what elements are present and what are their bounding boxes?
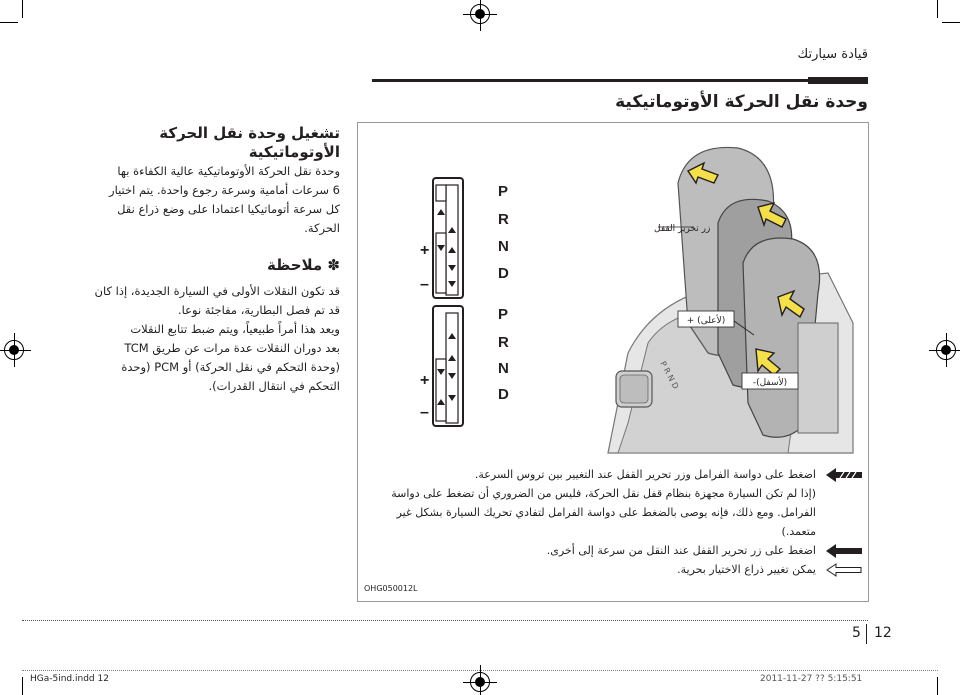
operation-heading: تشغيل وحدة نقل الحركة الأوتوماتيكية bbox=[159, 124, 340, 161]
figure-code: OHG050012L bbox=[364, 584, 418, 593]
file-slug: HGa-5ind.indd 12 bbox=[30, 674, 109, 684]
gate-lower-R: R bbox=[498, 334, 509, 351]
page-number: 12 bbox=[874, 625, 892, 641]
gate-upper-minus: – bbox=[420, 276, 429, 293]
note-line: التحكم في انتقال القدرات). bbox=[208, 379, 340, 393]
registration-mark-left bbox=[4, 340, 24, 360]
outline-arrow-icon bbox=[826, 563, 862, 577]
note-paragraph bbox=[70, 282, 340, 396]
gate-upper-P: P bbox=[498, 183, 509, 200]
gate-diagram-upper bbox=[420, 178, 509, 298]
figure-legend bbox=[378, 465, 868, 579]
plus-up-label: + (لأعلى) bbox=[686, 316, 726, 326]
paragraph-line: 6 سرعات أمامية وسرعة رجوع واحدة. يتم اختيار bbox=[109, 183, 340, 197]
gate-diagram-lower bbox=[420, 306, 509, 426]
print-timestamp: 2011-11-27 ?? 5:15:51 bbox=[760, 674, 863, 684]
registration-mark-bottom bbox=[470, 672, 490, 692]
legend-text: متعمد.) bbox=[781, 525, 816, 538]
legend-text: (إذا لم تكن السيارة مجهزة بنظام قفل نقل الحركة، فليس من الضروري أن تضغط على دواسة bbox=[391, 487, 816, 500]
operation-paragraph bbox=[70, 162, 340, 238]
gate-lower-minus: – bbox=[420, 404, 429, 421]
gate-upper-R: R bbox=[498, 211, 509, 228]
crop-mark bbox=[22, 0, 23, 18]
svg-text:P R N D: P R N D bbox=[658, 359, 681, 391]
paragraph-line: الحركة. bbox=[304, 221, 340, 235]
legend-text: اضغط على دواسة الفرامل وزر تحرير القفل عند التغيير بين تروس السرعة. bbox=[474, 468, 816, 481]
note-line: ويعد هذا أمراً طبيعياً، ويتم ضبط تتابع النقلات bbox=[130, 322, 340, 336]
note-line: بعد دوران النقلات عدة مرات عن طريق TCM bbox=[124, 341, 340, 355]
hatched-arrow-icon bbox=[826, 468, 862, 482]
slug-rule bbox=[22, 670, 938, 671]
shift-lock-label: زر تحرير القفل bbox=[654, 224, 711, 234]
legend-text: اضغط على زر تحرير القفل عند النقل من سرعة إلى أخرى. bbox=[546, 544, 816, 557]
section-title: قيادة سيارتك bbox=[797, 47, 868, 62]
legend-text: يمكن تغيير ذراع الاختيار بحرية. bbox=[677, 563, 816, 576]
crop-mark bbox=[942, 22, 960, 23]
registration-mark-right bbox=[936, 340, 956, 360]
paragraph-line: وحدة نقل الحركة الأوتوماتيكية عالية الكفاءة بها bbox=[117, 164, 340, 178]
paragraph-line: كل سرعة أتوماتيكيا اعتمادا على وضع ذراع نقل bbox=[117, 202, 340, 216]
legend-row bbox=[378, 465, 868, 541]
crop-mark bbox=[937, 677, 938, 695]
page-separator bbox=[866, 624, 867, 644]
shift-lever-illustration bbox=[358, 123, 868, 463]
footer-rule bbox=[22, 620, 868, 621]
shift-lever-figure bbox=[357, 122, 869, 602]
gate-lower-P: P bbox=[498, 306, 509, 323]
gate-upper-plus: + bbox=[420, 242, 430, 259]
main-title: وحدة نقل الحركة الأوتوماتيكية bbox=[615, 92, 868, 112]
gate-upper-D: D bbox=[498, 265, 509, 282]
note-line: قد تكون النقلات الأولى في السيارة الجديدة، إذا كان bbox=[94, 284, 340, 298]
legend-text: الفرامل. ومع ذلك، فإنه يوصى بالضغط على دواسة الفرامل لتفادي تحريك السيارة بشكل غير bbox=[396, 506, 816, 519]
gate-lower-D: D bbox=[498, 386, 509, 403]
note-line: (وحدة التحكم في نقل الحركة) أو PCM (وحدة bbox=[121, 360, 340, 374]
crop-mark bbox=[22, 677, 23, 695]
registration-mark-top bbox=[470, 4, 490, 24]
crop-mark bbox=[937, 0, 938, 18]
gate-lower-plus: + bbox=[420, 372, 430, 389]
legend-row bbox=[378, 560, 868, 579]
page-number-chapter: 5 bbox=[852, 625, 861, 641]
header-rule bbox=[372, 79, 868, 82]
minus-down-label: -(لأسفل) bbox=[752, 378, 788, 388]
note-heading: ✽ ملاحظة bbox=[267, 256, 340, 274]
note-line: قد تم فصل البطارية، مفاجئة نوعا. bbox=[178, 303, 340, 317]
gate-lower-N: N bbox=[498, 360, 509, 377]
legend-row bbox=[378, 541, 868, 560]
solid-arrow-icon bbox=[826, 544, 862, 558]
crop-mark bbox=[0, 22, 18, 23]
gate-upper-N: N bbox=[498, 238, 509, 255]
